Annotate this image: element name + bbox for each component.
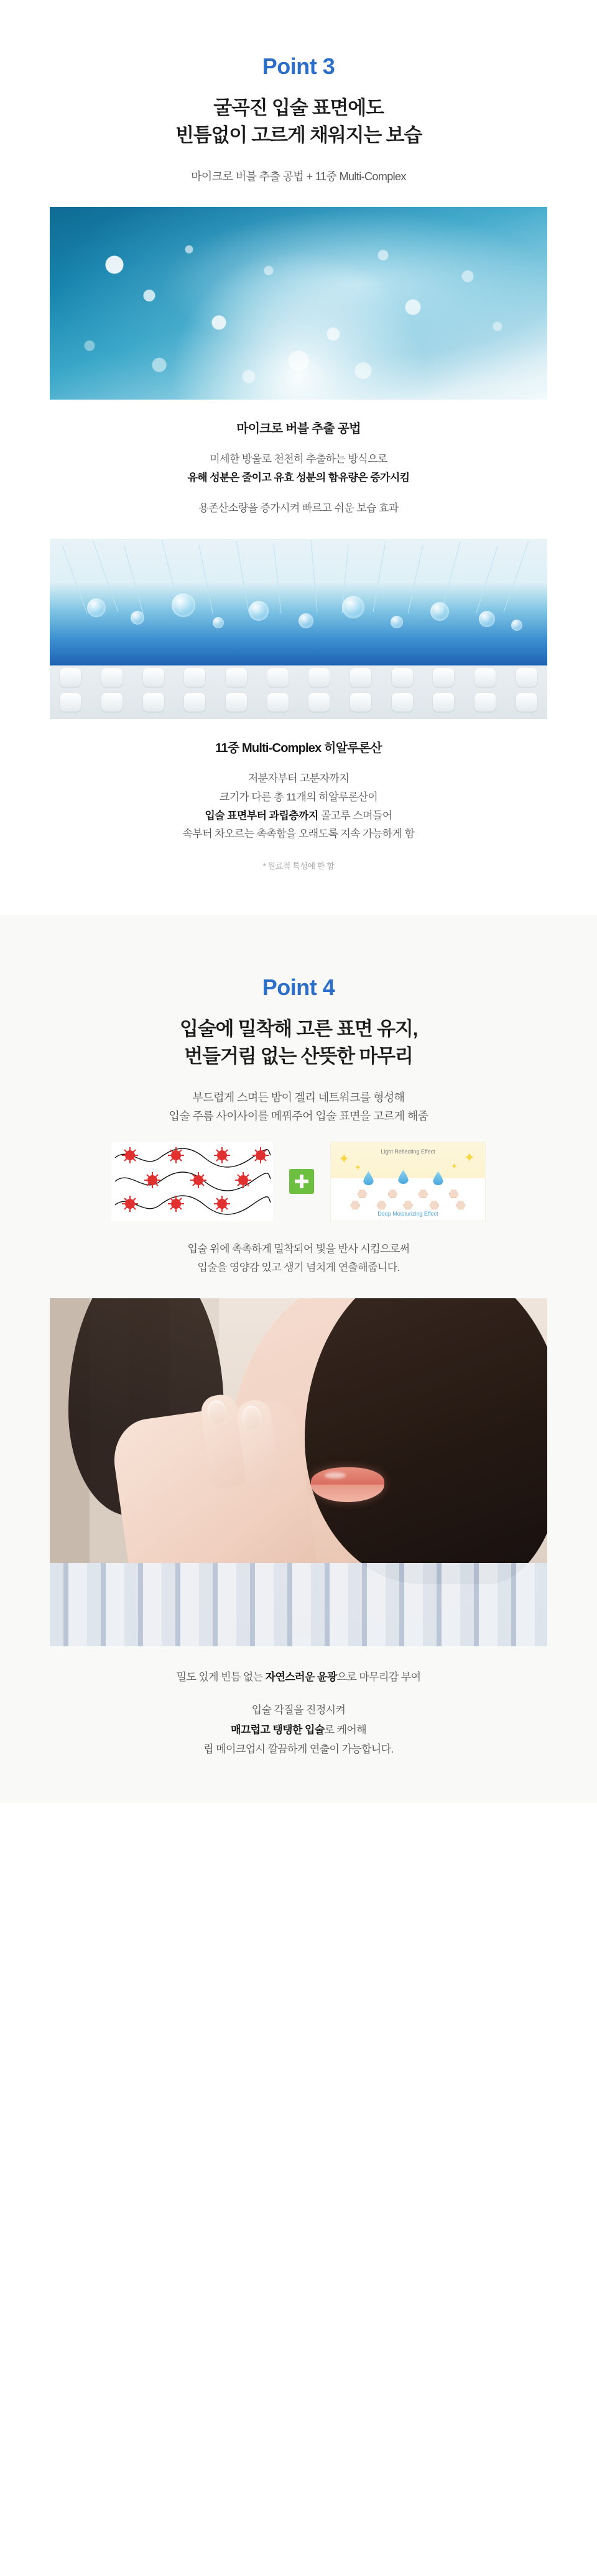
bubble-icon: [213, 617, 224, 628]
final-caption-line-2: 입술 각질을 진정시켜: [251, 1704, 346, 1717]
micro-bubble-caption-line-2-bold: 유해 성분은 줄이고 유효 성분의 함유량은 증가시킴: [187, 471, 410, 484]
point-4-label: Point 4: [262, 974, 335, 1001]
final-caption-line-3: [31, 1720, 566, 1739]
point-3-headline: [0, 94, 597, 149]
hex-cell-icon: [377, 1201, 387, 1209]
section-point-4: [0, 915, 597, 1803]
cell-icon: [308, 668, 330, 687]
point-4-headline-line-2: 번들거림 없는 산뜻한 마무리: [184, 1045, 413, 1068]
multi-complex-caption-line-3-bold: 입술 표면부터 과립층까지: [205, 809, 318, 822]
bubble-icon: [172, 594, 195, 617]
cell-icon: [392, 668, 413, 687]
hex-cell-icon: [358, 1189, 368, 1198]
point-4-subline: [0, 1089, 597, 1125]
cell-icon: [101, 668, 123, 687]
cell-icon: [433, 668, 454, 687]
multi-complex-caption-line-2: 크기가 다른 총 11개의 히알루론산이: [219, 791, 378, 803]
light-reflecting-diagram: [330, 1142, 486, 1221]
section-point-3: [0, 0, 597, 915]
multi-complex-caption-title: 11중 Multi-Complex 히알루론산: [215, 741, 382, 756]
final-caption-block: [31, 1667, 566, 1759]
spacer-2: [0, 1277, 597, 1298]
cell-icon: [392, 693, 413, 712]
cell-row: [50, 689, 547, 715]
bubbles-photo-frame: [50, 207, 547, 400]
multi-complex-footnote: * 원료적 특성에 한 함: [262, 861, 335, 871]
bubble-icon: [249, 601, 269, 621]
bubbles-underwater-photo: [50, 207, 547, 400]
multi-complex-caption-block: [37, 738, 560, 871]
hex-cell-icon: [403, 1201, 413, 1209]
cell-icon: [101, 693, 123, 712]
micro-bubble-caption-title: 마이크로 버블 추출 공법: [236, 421, 361, 436]
diagram-caption-line-2: 입술을 영양감 있고 생기 넘치게 연출해줍니다.: [197, 1262, 400, 1274]
cell-icon: [267, 693, 289, 712]
bubble-icon: [511, 620, 522, 631]
hex-cell-icon: [449, 1189, 459, 1198]
bubble-icon: [87, 598, 106, 617]
hex-cell-icon: [350, 1201, 360, 1209]
point-3-label: Point 3: [262, 53, 335, 79]
diagram-caption-line-1: 입술 위에 촉촉하게 밀착되어 빛을 반사 시킴으로써: [187, 1243, 410, 1255]
cell-icon: [474, 668, 496, 687]
hex-cell-icon: [456, 1201, 466, 1209]
point-3-headline-line-1: 굴곡진 입술 표면에도: [213, 97, 384, 119]
final-caption-line-1-a: 밀도 있게 빈틈 없는: [176, 1671, 266, 1683]
spacer-1: [0, 518, 597, 539]
micro-bubble-caption-line-1: 미세한 방울로 천천히 추출하는 방식으로: [210, 452, 387, 465]
cell-icon: [226, 693, 247, 712]
hair-right: [305, 1298, 547, 1584]
cell-icon: [516, 668, 537, 687]
gel-network-diagram: [111, 1142, 273, 1221]
striped-shirt: [50, 1563, 547, 1646]
cell-icon: [184, 693, 205, 712]
point-4-headline: [0, 1015, 597, 1070]
bubble-icon: [298, 613, 313, 628]
skin-cell-row: [331, 1201, 485, 1209]
point-4-headline-line-1: 입술에 밀착해 고른 표면 유지,: [179, 1018, 417, 1040]
point-3-subline: 마이크로 버블 추출 공법 + 11중 Multi-Complex: [191, 170, 406, 183]
hex-cell-icon: [388, 1189, 398, 1198]
hex-cell-icon: [419, 1189, 428, 1198]
hex-cell-icon: [429, 1201, 439, 1209]
bubble-icon: [430, 602, 449, 621]
cell-icon: [350, 668, 371, 687]
final-caption-line-3-rest: 로 케어해: [324, 1723, 367, 1736]
cell-icon: [350, 693, 371, 712]
cell-row: [50, 664, 547, 690]
point-4-subline-line-1: 부드럽게 스며든 밤이 겔리 네트워크를 형성해: [192, 1091, 405, 1104]
point-4-subline-line-2: 입술 주름 사이사이를 메꿔주어 입술 표면을 고르게 해줌: [169, 1109, 428, 1122]
multi-complex-caption-line-3-rest: 골고루 스며들어: [318, 809, 392, 822]
gel-network-icon: [111, 1142, 273, 1221]
cell-icon: [143, 668, 164, 687]
lips-shape: [311, 1467, 384, 1502]
cell-icon: [226, 668, 247, 687]
sparkle-icon: ✦: [451, 1162, 458, 1171]
cell-icon: [267, 668, 289, 687]
micro-bubble-caption-line-2: [37, 469, 560, 487]
micro-bubble-caption-block: [37, 418, 560, 518]
layer-illustration-frame: [50, 539, 547, 719]
final-caption-line-4: 립 메이크업시 깔끔하게 연출이 가능합니다.: [203, 1743, 394, 1756]
lip-layer-bubble-illustration: [50, 539, 547, 719]
skin-cell-row: [331, 1189, 485, 1198]
cell-icon: [433, 693, 454, 712]
micro-bubble-caption-line-3: 용존산소량을 증가시켜 빠르고 쉬운 보습 효과: [198, 502, 399, 515]
cell-icon: [474, 693, 496, 712]
water-drop-icon: [363, 1171, 374, 1185]
gel-network-diagram-row: [0, 1142, 597, 1221]
final-caption-line-1-b: 으로 마무리감 부여: [336, 1671, 421, 1683]
bubble-icon: [131, 611, 144, 625]
bubble-icon: [391, 616, 403, 628]
multi-complex-caption-line-3: [37, 807, 560, 825]
cell-icon: [143, 693, 164, 712]
plus-icon: [289, 1169, 314, 1194]
light-reflecting-effect-label: Light Reflecting Effect: [381, 1148, 435, 1155]
final-caption-line-1-bold: 자연스러운 윤광: [265, 1671, 337, 1683]
final-caption-line-1: [31, 1667, 566, 1687]
final-caption-line-3-bold: 매끄럽고 탱탱한 입술: [230, 1723, 325, 1736]
cell-icon: [60, 668, 81, 687]
deep-moisturizing-effect-label: Deep Moisturizing Effect: [377, 1211, 438, 1217]
sparkle-icon: ✦: [354, 1163, 361, 1173]
cell-icon: [516, 693, 537, 712]
model-lips-closeup-photo: [50, 1298, 547, 1646]
water-drop-icon: [433, 1171, 443, 1185]
water-drop-icon: [398, 1170, 409, 1184]
sparkle-icon: ✦: [463, 1150, 475, 1166]
bubble-icon: [342, 596, 364, 618]
cell-icon: [184, 668, 205, 687]
model-photo-frame: [50, 1298, 547, 1646]
sparkle-icon: ✦: [338, 1151, 350, 1167]
point-3-headline-line-2: 빈틈없이 고르게 채워지는 보습: [175, 124, 422, 147]
multi-complex-caption-line-1: 저분자부터 고분자까지: [248, 772, 349, 785]
multi-complex-caption-line-4: 속부터 차오르는 촉촉함을 오래도록 지속 가능하게 함: [182, 828, 415, 840]
cell-icon: [60, 693, 81, 712]
bubble-icon: [479, 611, 495, 627]
cell-icon: [308, 693, 330, 712]
